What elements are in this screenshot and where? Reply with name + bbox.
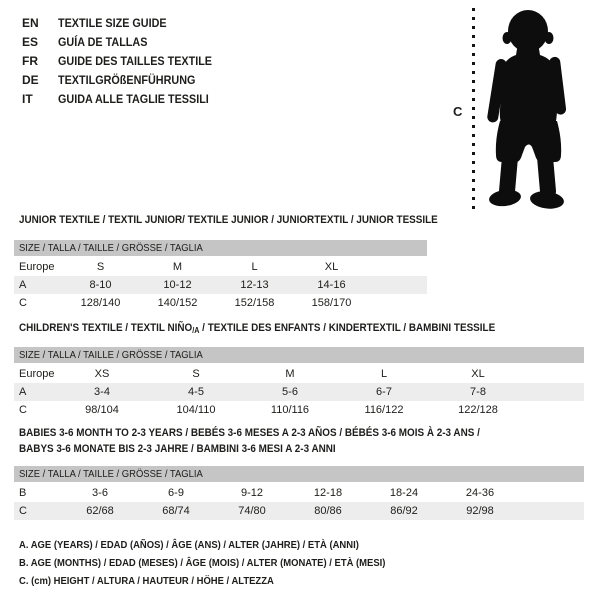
size-cell: XL <box>324 261 339 273</box>
size-cell: XL <box>471 368 485 380</box>
size-cell: 12-18 <box>313 487 343 499</box>
language-code: DE <box>22 72 39 87</box>
size-cell: 62/68 <box>86 505 114 517</box>
guide-title: TEXTILE SIZE GUIDE <box>58 15 167 30</box>
size-cell: S <box>192 368 200 380</box>
size-cell: 104/110 <box>176 404 216 416</box>
height-measure-label: C <box>453 104 463 119</box>
table-row-age <box>14 276 427 294</box>
size-cell: 122/128 <box>458 404 498 416</box>
row-label: Europe <box>19 261 55 273</box>
row-label: C <box>19 297 27 309</box>
language-code: IT <box>22 91 33 106</box>
size-table-header: SIZE / TALLA / TAILLE / GRÖSSE / TAGLIA <box>14 240 427 256</box>
size-cell: M <box>172 261 183 273</box>
measurement-legend <box>19 536 426 590</box>
size-cell: 7-8 <box>470 386 486 398</box>
size-cell: 24-36 <box>465 487 495 499</box>
section-title-babies: BABIES 3-6 MONTH TO 2-3 YEARS / BEBÉS 3-6 MESES A 2-3 AÑOS / BÉBÉS 3-6 MOIS À 2-3 ANS / BABYS 3-6 MONATE BIS 2-3 JAHRE / BAMBINI 3-6 MESI A 2-3 ANNI <box>19 427 480 455</box>
language-row <box>22 70 229 89</box>
row-label: A <box>19 279 27 291</box>
baby-silhouette-icon <box>484 9 576 209</box>
subscript-a: /A <box>192 326 200 335</box>
table-row-height <box>14 294 427 312</box>
table-row-europe <box>14 365 584 383</box>
size-cell: M <box>285 368 295 380</box>
language-row <box>22 13 229 32</box>
size-table-header: SIZE / TALLA / TAILLE / GRÖSSE / TAGLIA <box>14 347 584 363</box>
table-row-months <box>14 484 584 502</box>
size-cell: L <box>251 261 258 273</box>
guide-title: GUIDE DES TAILLES TEXTILE <box>58 53 213 68</box>
size-cell: 3-4 <box>94 386 110 398</box>
language-row <box>22 89 229 108</box>
height-dotted-line <box>472 8 475 209</box>
guide-title: GUIDA ALLE TAGLIE TESSILI <box>58 91 209 106</box>
size-cell: 6-9 <box>168 487 184 499</box>
table-row-height <box>14 502 584 520</box>
size-cell: 152/158 <box>234 297 275 309</box>
size-cell: 68/74 <box>162 505 190 517</box>
row-label: A <box>19 386 27 398</box>
row-label: C <box>19 505 27 517</box>
size-cell: 74/80 <box>238 505 266 517</box>
size-cell: 6-7 <box>376 386 392 398</box>
section-title-junior: JUNIOR TEXTILE / TEXTIL JUNIOR/ TEXTILE JUNIOR / JUNIORTEXTIL / JUNIOR TESSILE <box>19 214 438 226</box>
row-label: C <box>19 404 27 416</box>
size-cell: 140/152 <box>157 297 198 309</box>
guide-title: GUÍA DE TALLAS <box>58 34 148 49</box>
language-row <box>22 51 229 70</box>
size-cell: 4-5 <box>188 386 204 398</box>
size-cell: 8-10 <box>89 279 112 291</box>
table-row-height <box>14 401 584 419</box>
size-cell: S <box>96 261 105 273</box>
language-title-list <box>22 13 229 108</box>
size-cell: 92/98 <box>466 505 494 517</box>
size-cell: 98/104 <box>85 404 119 416</box>
size-cell: 12-13 <box>240 279 269 291</box>
size-cell: 3-6 <box>92 487 108 499</box>
size-table-header: SIZE / TALLA / TAILLE / GRÖSSE / TAGLIA <box>14 466 584 482</box>
legend-line-c: C. (cm) HEIGHT / ALTURA / HAUTEUR / HÖHE / ALTEZZA <box>19 575 274 587</box>
language-row <box>22 32 229 51</box>
language-code: ES <box>22 34 39 49</box>
size-cell: L <box>380 368 388 380</box>
table-row-age <box>14 383 584 401</box>
size-cell: 10-12 <box>163 279 192 291</box>
legend-line-a: A. AGE (YEARS) / EDAD (AÑOS) / ÂGE (ANS) / ALTER (JAHRE) / ETÀ (ANNI) <box>19 539 359 551</box>
table-row-europe <box>14 258 427 276</box>
language-code: EN <box>22 15 39 30</box>
guide-title: TEXTILGRÖßENFÜHRUNG <box>58 72 196 87</box>
size-cell: 128/140 <box>80 297 121 309</box>
section-title-children: CHILDREN'S TEXTILE / TEXTIL NIÑO/A / TEXTILE DES ENFANTS / KINDERTEXTIL / BAMBINI TESSILE <box>19 322 496 335</box>
size-cell: 158/170 <box>311 297 352 309</box>
row-label: Europe <box>19 368 55 380</box>
size-cell: 14-16 <box>317 279 346 291</box>
row-label: B <box>19 487 27 499</box>
language-code: FR <box>22 53 38 68</box>
size-cell: 5-6 <box>282 386 298 398</box>
size-cell: 80/86 <box>314 505 342 517</box>
size-cell: 18-24 <box>389 487 419 499</box>
size-table-children <box>14 347 584 419</box>
size-cell: XS <box>94 368 110 380</box>
size-cell: 110/116 <box>270 404 310 416</box>
size-table-babies <box>14 466 584 520</box>
size-cell: 86/92 <box>390 505 418 517</box>
size-table-junior <box>14 240 427 312</box>
size-cell: 116/122 <box>364 404 404 416</box>
legend-line-b: B. AGE (MONTHS) / EDAD (MESES) / ÂGE (MOIS) / ALTER (MONATE) / ETÀ (MESI) <box>19 557 386 569</box>
size-cell: 9-12 <box>240 487 264 499</box>
